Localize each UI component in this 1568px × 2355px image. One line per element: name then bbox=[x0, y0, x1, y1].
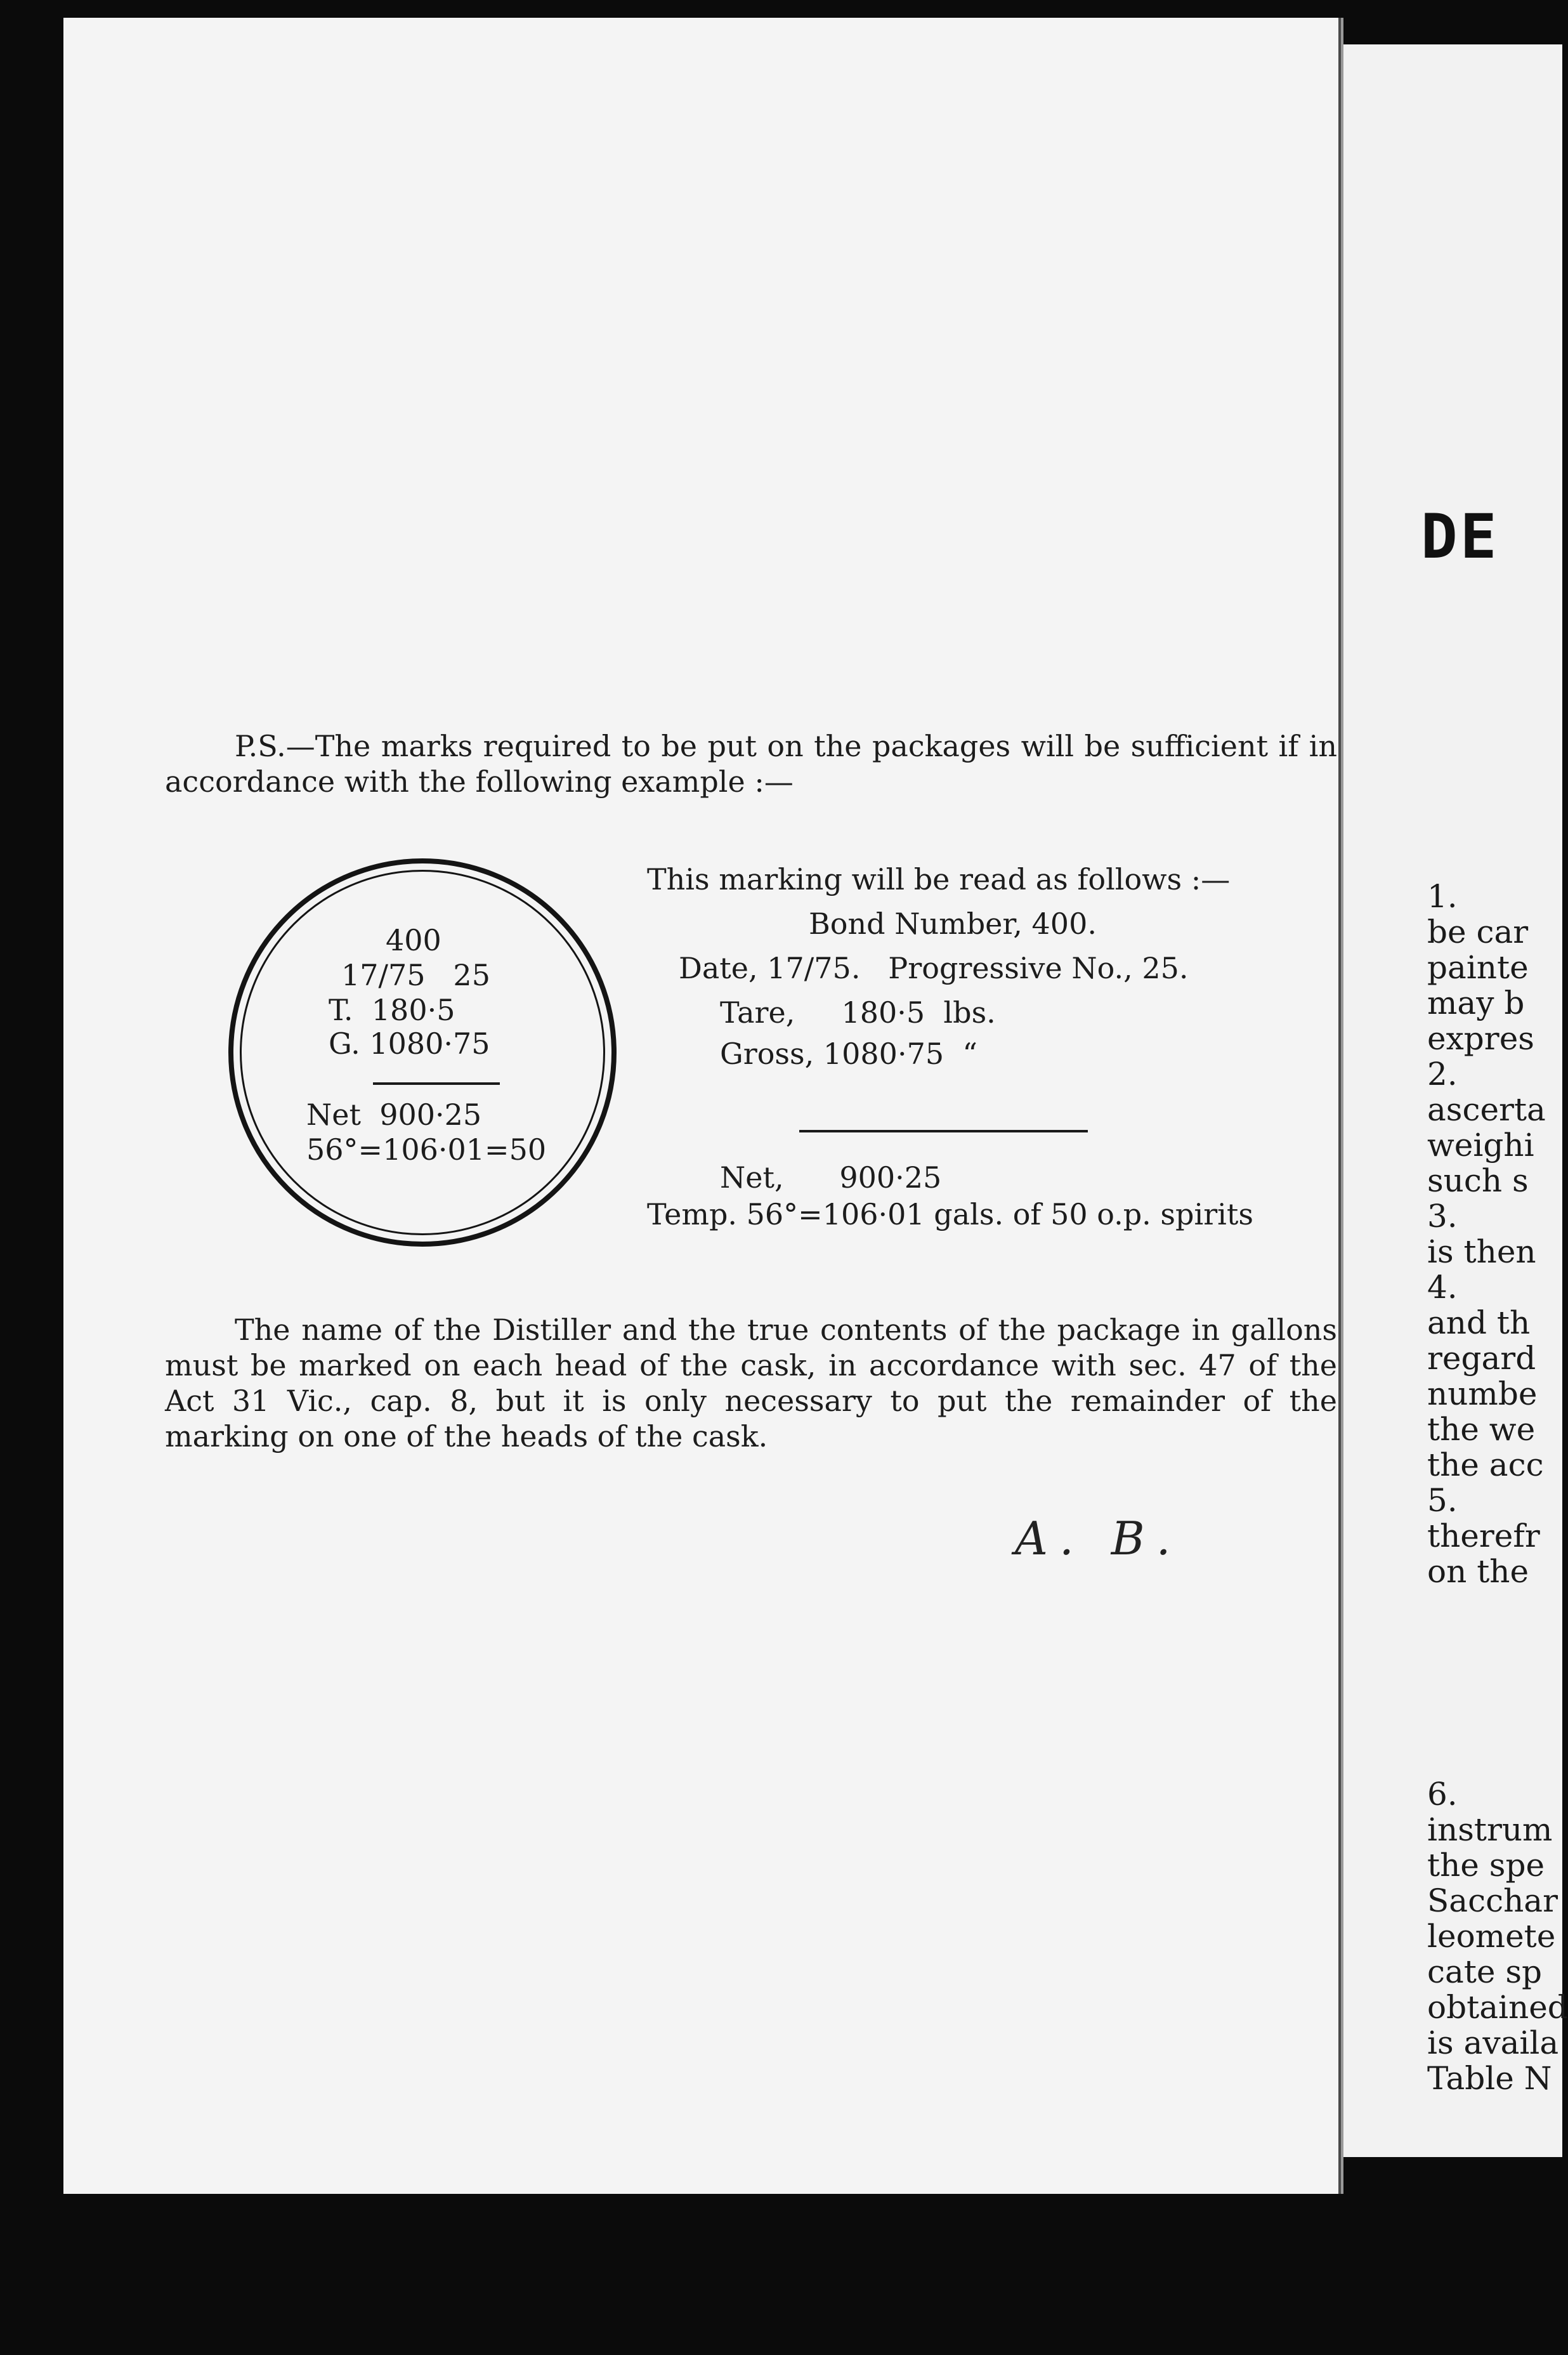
right-page-line: 2. bbox=[1427, 1056, 1458, 1092]
right-page-text-block-b bbox=[1427, 1776, 1568, 2097]
right-page-line: numbe bbox=[1427, 1375, 1538, 1412]
right-page-line: expres bbox=[1427, 1020, 1534, 1057]
stamp-tare: T. 180·5 bbox=[329, 993, 455, 1027]
right-page-line: 1. bbox=[1427, 878, 1458, 915]
right-page-line: 6. bbox=[1427, 1776, 1458, 1813]
document-page bbox=[63, 18, 1341, 2194]
distiller-text: The name of the Distiller and the true contents of the package in gallons must be marked on each head of the cask, in accordance with sec. 47 of the Act 31 Vic., cap. 8, but it is only necessary to put the remainder of the marking on one of the heads of the cask. bbox=[165, 1313, 1337, 1453]
signature: A. B. bbox=[1015, 1512, 1182, 1565]
postscript-paragraph bbox=[165, 728, 1337, 799]
explanation-intro: This marking will be read as follows :— bbox=[647, 862, 1231, 896]
stamp-bond-number: 400 bbox=[386, 923, 441, 957]
explanation-date: Date, 17/75. Progressive No., 25. bbox=[679, 951, 1189, 985]
right-page-line: may b bbox=[1427, 985, 1525, 1021]
right-page-line: painte bbox=[1427, 949, 1529, 986]
right-page-line: obtained bbox=[1427, 1989, 1568, 2026]
right-page-line: is then bbox=[1427, 1233, 1536, 1270]
right-page-line: on the bbox=[1427, 1553, 1529, 1590]
right-page-line: instrum bbox=[1427, 1811, 1553, 1848]
stamp-temperature: 56°=106·01=50 bbox=[306, 1132, 547, 1167]
right-page-line: leomete bbox=[1427, 1918, 1556, 1955]
right-page-text-block-a bbox=[1427, 879, 1548, 1589]
right-page-line: 3. bbox=[1427, 1198, 1458, 1235]
stamp-gross: G. 1080·75 bbox=[329, 1027, 490, 1061]
right-page-line: cate sp bbox=[1427, 1953, 1543, 1990]
explanation-gross: Gross, 1080·75 “ bbox=[720, 1037, 977, 1071]
right-page-line: Table N bbox=[1427, 2060, 1552, 2097]
postscript-text: P.S.—The marks required to be put on the packages will be sufficient if in accordance with the following example :— bbox=[165, 729, 1337, 799]
right-page-line: therefr bbox=[1427, 1518, 1540, 1554]
cask-marking-stamp bbox=[228, 858, 617, 1247]
distiller-paragraph bbox=[165, 1312, 1337, 1454]
right-page-line: Sacchar bbox=[1427, 1882, 1558, 1919]
stamp-date-progressive: 17/75 25 bbox=[341, 958, 490, 992]
right-page-heading: DE bbox=[1421, 501, 1499, 572]
explanation-divider bbox=[799, 1130, 1088, 1132]
explanation-tare: Tare, 180·5 lbs. bbox=[720, 995, 996, 1030]
explanation-net: Net, 900·25 bbox=[720, 1160, 942, 1195]
right-page-line: 4. bbox=[1427, 1269, 1458, 1306]
right-page-line: and th bbox=[1427, 1304, 1531, 1341]
right-page-line: regard bbox=[1427, 1340, 1536, 1377]
right-page-line: 5. bbox=[1427, 1482, 1458, 1519]
right-page-line: is availa bbox=[1427, 2024, 1559, 2061]
right-page-line: the acc bbox=[1427, 1446, 1544, 1483]
right-page-line: ascerta bbox=[1427, 1091, 1546, 1128]
stamp-net: Net 900·25 bbox=[306, 1098, 482, 1132]
right-page-line: the spe bbox=[1427, 1847, 1545, 1884]
right-page-line: weighi bbox=[1427, 1127, 1534, 1164]
explanation-bond: Bond Number, 400. bbox=[809, 907, 1097, 941]
explanation-temperature: Temp. 56°=106·01 gals. of 50 o.p. spirits bbox=[647, 1197, 1253, 1231]
stamp-divider bbox=[373, 1082, 500, 1085]
right-page-line: such s bbox=[1427, 1162, 1529, 1199]
right-page-line: be car bbox=[1427, 914, 1529, 950]
right-page-line: the we bbox=[1427, 1411, 1536, 1448]
